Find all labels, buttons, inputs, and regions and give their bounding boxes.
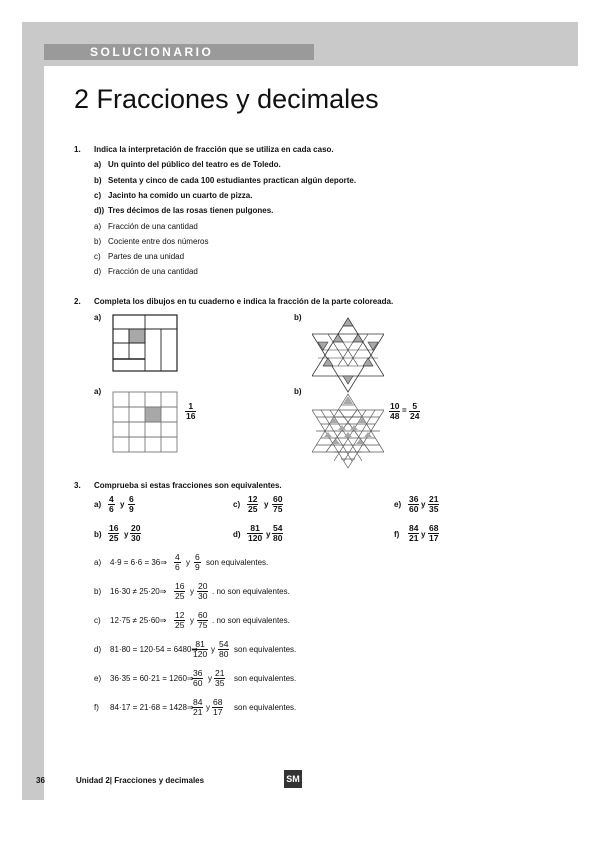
fraction-numerator: 81 xyxy=(195,639,205,649)
pair-y: y xyxy=(120,500,125,509)
fraction-denominator: 16 xyxy=(186,411,196,421)
solution-fraction-2 xyxy=(212,698,223,717)
fraction-numerator: 16 xyxy=(109,523,119,533)
fraction-numerator: 84 xyxy=(409,523,419,533)
ex2-label-b2: b) xyxy=(294,387,302,396)
fraction-denominator: 120 xyxy=(248,533,263,543)
fraction-numerator: 60 xyxy=(273,494,283,504)
fraction-denominator: 75 xyxy=(273,504,283,514)
fraction-numerator: 1 xyxy=(188,401,194,411)
solution-fraction-1 xyxy=(192,640,208,659)
fraction-denominator: 17 xyxy=(429,533,439,543)
solution-fraction-1 xyxy=(192,698,203,717)
fraction-numerator: 36 xyxy=(409,494,419,504)
pair-y: y xyxy=(266,530,271,539)
ex1-number: 1. xyxy=(74,145,81,154)
fraction-numerator: 84 xyxy=(193,697,203,707)
ex1-answer-letter: d) xyxy=(94,267,102,276)
pair-fraction-2 xyxy=(428,495,439,514)
fraction-numerator: 6 xyxy=(195,552,200,562)
solution-result: . no son equivalentes. xyxy=(212,616,290,625)
grid-figure xyxy=(112,391,178,453)
solution-fraction-1 xyxy=(174,611,185,630)
solution-fraction-1 xyxy=(192,669,203,688)
ex1-item-text: Jacinto ha comido un cuarto de pizza. xyxy=(108,191,253,200)
pair-fraction-1 xyxy=(247,524,263,543)
pair-fraction-1 xyxy=(108,495,115,514)
pair-fraction-1 xyxy=(108,524,119,543)
ex2-answer-a xyxy=(185,402,196,421)
ex1-item-text: Tres décimos de las rosas tienen pulgones. xyxy=(108,206,274,215)
fraction-denominator: 21 xyxy=(193,707,203,717)
pair-fraction-1 xyxy=(408,524,419,543)
solution-letter: a) xyxy=(94,558,102,567)
fraction-numerator: 20 xyxy=(198,581,208,591)
fraction-numerator: 21 xyxy=(215,668,225,678)
footer-unit-title: Unidad 2| Fracciones y decimales xyxy=(76,776,205,785)
ex1-item-text: Setenta y cinco de cada 100 estudiantes practican algún deporte. xyxy=(108,176,357,185)
solution-fraction-2 xyxy=(197,582,208,601)
fraction-numerator: 12 xyxy=(175,610,185,620)
ex1-answer-letter: c) xyxy=(94,252,101,261)
solution-letter: f) xyxy=(94,703,99,712)
pair-letter: f) xyxy=(394,530,400,539)
side-bar xyxy=(22,22,44,800)
solution-calc: 12·75 ≠ 25·60⇒ xyxy=(110,616,167,625)
fraction-denominator: 60 xyxy=(193,678,203,688)
fraction-numerator: 4 xyxy=(175,552,180,562)
fraction-numerator: 60 xyxy=(198,610,208,620)
pair-fraction-2 xyxy=(128,495,135,514)
fraction-numerator: 54 xyxy=(219,639,229,649)
ex2-answer-b-left xyxy=(389,402,400,421)
fraction-numerator: 68 xyxy=(213,697,223,707)
solution-y: y xyxy=(211,645,215,654)
solution-result: son equivalentes. xyxy=(234,674,297,683)
solution-letter: e) xyxy=(94,674,102,683)
solution-fraction-2 xyxy=(197,611,208,630)
fraction-denominator: 6 xyxy=(175,562,180,572)
solution-fraction-2 xyxy=(214,669,225,688)
ex1-answer-letter: b) xyxy=(94,237,102,246)
solution-fraction-2 xyxy=(194,553,201,572)
solution-y: y xyxy=(186,558,190,567)
ex1-answer-text: Partes de una unidad xyxy=(108,252,185,261)
publisher-logo: SM xyxy=(284,770,302,788)
fraction-denominator: 35 xyxy=(429,504,439,514)
solution-y: y xyxy=(190,587,194,596)
fraction-denominator: 25 xyxy=(248,504,258,514)
partitioned-square-figure xyxy=(112,314,178,372)
solution-fraction-2 xyxy=(218,640,229,659)
solution-result: . no son equivalentes. xyxy=(212,587,290,596)
ex1-answer-text: Fracción de una cantidad xyxy=(108,222,198,231)
fraction-denominator: 25 xyxy=(175,591,185,601)
solution-calc: 4·9 = 6·6 = 36⇒ xyxy=(110,558,167,567)
fraction-numerator: 6 xyxy=(129,494,134,504)
fraction-denominator: 30 xyxy=(198,591,208,601)
fraction-denominator: 80 xyxy=(273,533,283,543)
pair-letter: b) xyxy=(94,530,102,539)
ex1-item-letter: a) xyxy=(94,160,102,169)
ex2-number: 2. xyxy=(74,297,81,306)
fraction-numerator: 21 xyxy=(429,494,439,504)
fraction-numerator: 10 xyxy=(390,401,400,411)
fraction-denominator: 9 xyxy=(195,562,200,572)
fraction-denominator: 21 xyxy=(409,533,419,543)
ex2-label-a: a) xyxy=(94,313,102,322)
ex1-item-text: Un quinto del público del teatro es de Toledo. xyxy=(108,160,281,169)
pair-y: y xyxy=(421,530,426,539)
star-figure-complete xyxy=(312,392,384,470)
fraction-numerator: 54 xyxy=(273,523,283,533)
fraction-denominator: 48 xyxy=(390,411,400,421)
page-title: 2 Fracciones y decimales xyxy=(74,84,379,114)
ex1-answer-text: Fracción de una cantidad xyxy=(108,267,198,276)
pair-fraction-1 xyxy=(408,495,419,514)
equals-sign: = xyxy=(402,406,407,415)
ex2-answer-b-right xyxy=(409,402,420,421)
fraction-denominator: 17 xyxy=(213,707,223,717)
ex2-prompt: Completa los dibujos en tu cuaderno e indica la fracción de la parte coloreada. xyxy=(94,297,394,306)
ex1-item-letter: b) xyxy=(94,176,102,185)
solution-result: son equivalentes. xyxy=(206,558,269,567)
fraction-denominator: 24 xyxy=(410,411,420,421)
pair-y: y xyxy=(421,500,426,509)
fraction-numerator: 81 xyxy=(250,523,260,533)
fraction-denominator: 120 xyxy=(193,649,208,659)
star-figure-partial xyxy=(312,316,384,394)
pair-letter: a) xyxy=(94,500,102,509)
solution-letter: d) xyxy=(94,645,102,654)
ex1-item-letter: c) xyxy=(94,191,102,200)
solution-y: y xyxy=(190,616,194,625)
pair-fraction-1 xyxy=(247,495,258,514)
fraction-numerator: 36 xyxy=(193,668,203,678)
solution-result: son equivalentes. xyxy=(234,645,297,654)
fraction-denominator: 6 xyxy=(109,504,114,514)
solution-letter: c) xyxy=(94,616,101,625)
pair-y: y xyxy=(124,530,129,539)
ex2-label-b: b) xyxy=(294,313,302,322)
ex3-prompt: Comprueba si estas fracciones son equivalentes. xyxy=(94,481,282,490)
solution-calc: 16·30 ≠ 25·20⇒ xyxy=(110,587,167,596)
fraction-denominator: 25 xyxy=(109,533,119,543)
ex3-number: 3. xyxy=(74,481,81,490)
fraction-numerator: 20 xyxy=(131,523,141,533)
fraction-denominator: 9 xyxy=(129,504,134,514)
ex2-label-a2: a) xyxy=(94,387,102,396)
fraction-denominator: 75 xyxy=(198,620,208,630)
fraction-numerator: 5 xyxy=(412,401,418,411)
pair-letter: d) xyxy=(233,530,241,539)
solution-result: son equivalentes. xyxy=(234,703,297,712)
solution-y: y xyxy=(208,674,212,683)
pair-fraction-2 xyxy=(272,495,283,514)
page-number: 36 xyxy=(36,776,45,785)
solution-calc: 84·17 = 21·68 = 1428⇒ xyxy=(110,703,194,712)
fraction-numerator: 4 xyxy=(109,494,114,504)
fraction-numerator: 16 xyxy=(175,581,185,591)
header-label: SOLUCIONARIO xyxy=(44,44,314,60)
pair-letter: c) xyxy=(233,500,241,509)
fraction-numerator: 12 xyxy=(248,494,258,504)
pair-y: y xyxy=(264,500,269,509)
fraction-denominator: 60 xyxy=(409,504,419,514)
solution-letter: b) xyxy=(94,587,102,596)
solution-fraction-1 xyxy=(174,553,181,572)
fraction-denominator: 35 xyxy=(215,678,225,688)
ex1-answer-letter: a) xyxy=(94,222,102,231)
ex1-prompt: Indica la interpretación de fracción que se utiliza en cada caso. xyxy=(94,145,334,154)
fraction-denominator: 25 xyxy=(175,620,185,630)
solution-y: y xyxy=(206,703,210,712)
pair-fraction-2 xyxy=(130,524,141,543)
solution-fraction-1 xyxy=(174,582,185,601)
fraction-denominator: 30 xyxy=(131,533,141,543)
pair-letter: e) xyxy=(394,500,402,509)
pair-fraction-2 xyxy=(428,524,439,543)
solution-calc: 36·35 = 60·21 = 1260⇒ xyxy=(110,674,194,683)
ex1-item-letter: d)) xyxy=(94,206,105,215)
solution-calc: 81·80 = 120·54 = 6480⇒ xyxy=(110,645,199,654)
ex1-answer-text: Cociente entre dos números xyxy=(108,237,209,246)
pair-fraction-2 xyxy=(272,524,283,543)
fraction-numerator: 68 xyxy=(429,523,439,533)
fraction-denominator: 80 xyxy=(219,649,229,659)
